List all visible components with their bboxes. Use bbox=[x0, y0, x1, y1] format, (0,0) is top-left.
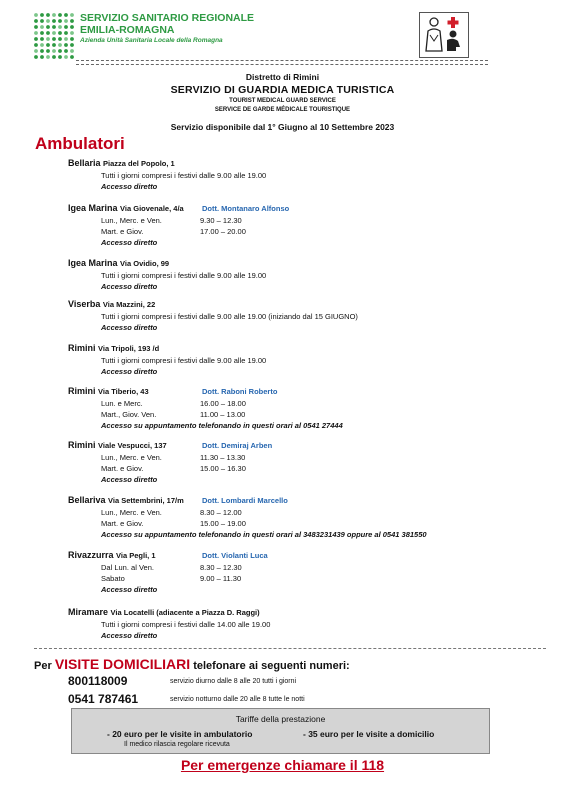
schedule-row bbox=[101, 311, 548, 322]
schedule-days: Sabato bbox=[101, 574, 125, 583]
location-header bbox=[68, 385, 548, 398]
page-header bbox=[0, 0, 565, 70]
schedule-days: Lun., Merc. e Ven. bbox=[101, 216, 162, 225]
schedule-row bbox=[101, 409, 548, 420]
access-mode: Accesso diretto bbox=[101, 631, 158, 640]
schedule-days: Tutti i giorni compresi i festivi dalle 9.00 alle 19.00 (iniziando dal 15 GIUGNO) bbox=[101, 312, 358, 321]
location-address: Via Mazzini, 22 bbox=[102, 300, 156, 309]
night-phone-note: servizio notturno dalle 20 alle 8 tutte le notti bbox=[170, 696, 305, 703]
schedule-hours: 8.30 – 12.00 bbox=[200, 508, 242, 517]
night-phone-number[interactable]: 0541 787461 bbox=[68, 692, 139, 706]
location-header bbox=[68, 606, 548, 619]
schedule-days: Tutti i giorni compresi i festivi dalle 9.00 alle 19.00 bbox=[101, 171, 267, 180]
location-address: Viale Vespucci, 137 bbox=[98, 441, 167, 450]
schedule-days: Tutti i giorni compresi i festivi dalle 9.00 alle 19.00 bbox=[101, 356, 267, 365]
schedule-hours: 17.00 – 20.00 bbox=[200, 227, 246, 236]
location-block bbox=[68, 439, 548, 485]
schedule-days: Tutti i giorni compresi i festivi dalle 9.00 alle 19.00 bbox=[101, 271, 267, 280]
day-phone-number[interactable]: 800118009 bbox=[68, 674, 128, 688]
schedule-days: Dal Lun. al Ven. bbox=[101, 563, 154, 572]
schedule-days: Lun., Merc. e Ven. bbox=[101, 453, 162, 462]
logo-line-3: Azienda Unità Sanitaria Locale della Romagna bbox=[80, 37, 223, 44]
location-header bbox=[68, 298, 548, 311]
location-block bbox=[68, 342, 548, 377]
service-availability: Servizio disponibile dal 1° Giugno al 10 Settembre 2023 bbox=[170, 122, 395, 132]
schedule-row bbox=[101, 507, 548, 518]
section-divider bbox=[34, 648, 546, 649]
schedule-row bbox=[101, 619, 548, 630]
location-header bbox=[68, 157, 548, 170]
regional-health-logo-text bbox=[80, 12, 320, 45]
location-address: Piazza del Popolo, 1 bbox=[103, 159, 175, 168]
location-address: Via Giovenale, 4/a bbox=[120, 204, 184, 213]
schedule-row bbox=[101, 562, 548, 573]
location-address: Via Tiberio, 43 bbox=[98, 387, 149, 396]
location-name: Igea Marina bbox=[68, 203, 118, 213]
schedule-row bbox=[101, 463, 548, 474]
schedule-hours: 8.30 – 12.30 bbox=[200, 563, 242, 572]
schedule-row bbox=[101, 573, 548, 584]
location-block bbox=[68, 257, 548, 292]
schedule-days: Tutti i giorni compresi i festivi dalle 14.00 alle 19.00 bbox=[101, 620, 271, 629]
fee-ambulatory: - 20 euro per le visite in ambulatorio bbox=[107, 729, 253, 739]
call-numbers-label: telefonare ai seguenti numeri: bbox=[193, 660, 350, 672]
schedule-days: Mart., Giov. Ven. bbox=[101, 410, 157, 419]
location-name: Rimini bbox=[68, 440, 96, 450]
schedule-days: Mart. e Giov. bbox=[101, 519, 144, 528]
logo-line-2: EMILIA-ROMAGNA bbox=[80, 24, 175, 36]
schedule-row bbox=[101, 215, 548, 226]
logo-line-1: SERVIZIO SANITARIO REGIONALE bbox=[80, 12, 255, 24]
receipt-note: Il medico rilascia regolare ricevuta bbox=[124, 741, 230, 748]
day-phone-note: servizio diurno dalle 8 alle 20 tutti i giorni bbox=[170, 678, 297, 685]
schedule-days: Mart. e Giov. bbox=[101, 227, 144, 236]
location-name: Bellaria bbox=[68, 158, 101, 168]
location-header bbox=[68, 202, 548, 215]
location-block bbox=[68, 606, 548, 641]
schedule-hours: 11.30 – 13.30 bbox=[200, 453, 246, 462]
location-name: Bellariva bbox=[68, 495, 106, 505]
access-mode: Accesso diretto bbox=[101, 367, 158, 376]
access-mode: Accesso diretto bbox=[101, 585, 158, 594]
location-address: Via Settembrini, 17/m bbox=[108, 496, 184, 505]
access-mode: Accesso diretto bbox=[101, 323, 158, 332]
schedule-hours: 11.00 – 13.00 bbox=[200, 410, 246, 419]
schedule-hours: 15.00 – 16.30 bbox=[200, 464, 246, 473]
schedule-days: Lun., Merc. e Ven. bbox=[101, 508, 162, 517]
schedule-row bbox=[101, 452, 548, 463]
schedule-row bbox=[101, 518, 548, 529]
per-label: Per bbox=[34, 660, 52, 672]
location-name: Igea Marina bbox=[68, 258, 118, 268]
home-visits-label: VISITE DOMICILIARI bbox=[54, 656, 191, 672]
location-block bbox=[68, 385, 548, 431]
location-name: Miramare bbox=[68, 607, 109, 617]
page-title: SERVIZIO DI GUARDIA MEDICA TURISTICA bbox=[170, 84, 395, 96]
location-address: Via Pegli, 1 bbox=[116, 551, 156, 560]
fees-box bbox=[71, 708, 490, 754]
location-block bbox=[68, 202, 548, 248]
access-mode: Accesso su appuntamento telefonando in questi orari al 3483231439 oppure al 0541 381550 bbox=[101, 530, 427, 539]
schedule-row bbox=[101, 170, 548, 181]
location-header bbox=[68, 439, 548, 452]
location-name: Rivazzurra bbox=[68, 550, 114, 560]
schedule-row bbox=[101, 270, 548, 281]
doctor-name: Dott. Violanti Luca bbox=[202, 551, 268, 560]
schedule-hours: 9.00 – 11.30 bbox=[200, 574, 242, 583]
subtitle-english: TOURIST MEDICAL GUARD SERVICE bbox=[229, 98, 336, 104]
schedule-hours: 15.00 – 19.00 bbox=[200, 519, 246, 528]
location-address: Via Ovidio, 99 bbox=[120, 259, 170, 268]
location-header bbox=[68, 549, 548, 562]
location-address: Via Tripoli, 193 /d bbox=[98, 344, 160, 353]
location-name: Rimini bbox=[68, 343, 96, 353]
schedule-row bbox=[101, 398, 548, 409]
medical-guard-pictogram-icon bbox=[419, 12, 469, 58]
access-mode: Accesso diretto bbox=[101, 475, 158, 484]
schedule-days: Lun. e Merc. bbox=[101, 399, 143, 408]
regional-health-logo-icon bbox=[33, 12, 75, 60]
schedule-days: Mart. e Giov. bbox=[101, 464, 144, 473]
ambulatori-heading: Ambulatori bbox=[35, 134, 125, 153]
location-address: Via Locatelli (adiacente a Piazza D. Raggi) bbox=[110, 608, 260, 617]
schedule-row bbox=[101, 355, 548, 366]
location-block bbox=[68, 157, 548, 192]
access-mode: Accesso diretto bbox=[101, 282, 158, 291]
schedule-row bbox=[101, 226, 548, 237]
access-mode: Accesso diretto bbox=[101, 182, 158, 191]
location-block bbox=[68, 549, 548, 595]
fees-title: Tariffe della prestazione bbox=[235, 714, 326, 724]
schedule-hours: 16.00 – 18.00 bbox=[200, 399, 246, 408]
header-divider bbox=[76, 60, 488, 65]
doctor-name: Dott. Montanaro Alfonso bbox=[202, 204, 290, 213]
doctor-name: Dott. Demiraj Arben bbox=[202, 441, 273, 450]
district-label: Distretto di Rimini bbox=[245, 72, 320, 82]
access-mode: Accesso su appuntamento telefonando in questi orari al 0541 27444 bbox=[101, 421, 343, 430]
location-block bbox=[68, 494, 548, 540]
location-header bbox=[68, 494, 548, 507]
subtitle-french: SERVICE DE GARDE MÉDICALE TOURISTIQUE bbox=[214, 107, 351, 113]
schedule-hours: 9.30 – 12.30 bbox=[200, 216, 242, 225]
location-header bbox=[68, 342, 548, 355]
location-header bbox=[68, 257, 548, 270]
home-visits-heading bbox=[34, 656, 350, 672]
fee-home-visit: - 35 euro per le visite a domicilio bbox=[303, 729, 435, 739]
access-mode: Accesso diretto bbox=[101, 238, 158, 247]
doctor-name: Dott. Raboni Roberto bbox=[202, 387, 278, 396]
location-name: Rimini bbox=[68, 386, 96, 396]
doctor-name: Dott. Lombardi Marcello bbox=[202, 496, 288, 505]
location-name: Viserba bbox=[68, 299, 101, 309]
emergency-notice: Per emergenze chiamare il 118 bbox=[180, 757, 385, 773]
location-block bbox=[68, 298, 548, 333]
